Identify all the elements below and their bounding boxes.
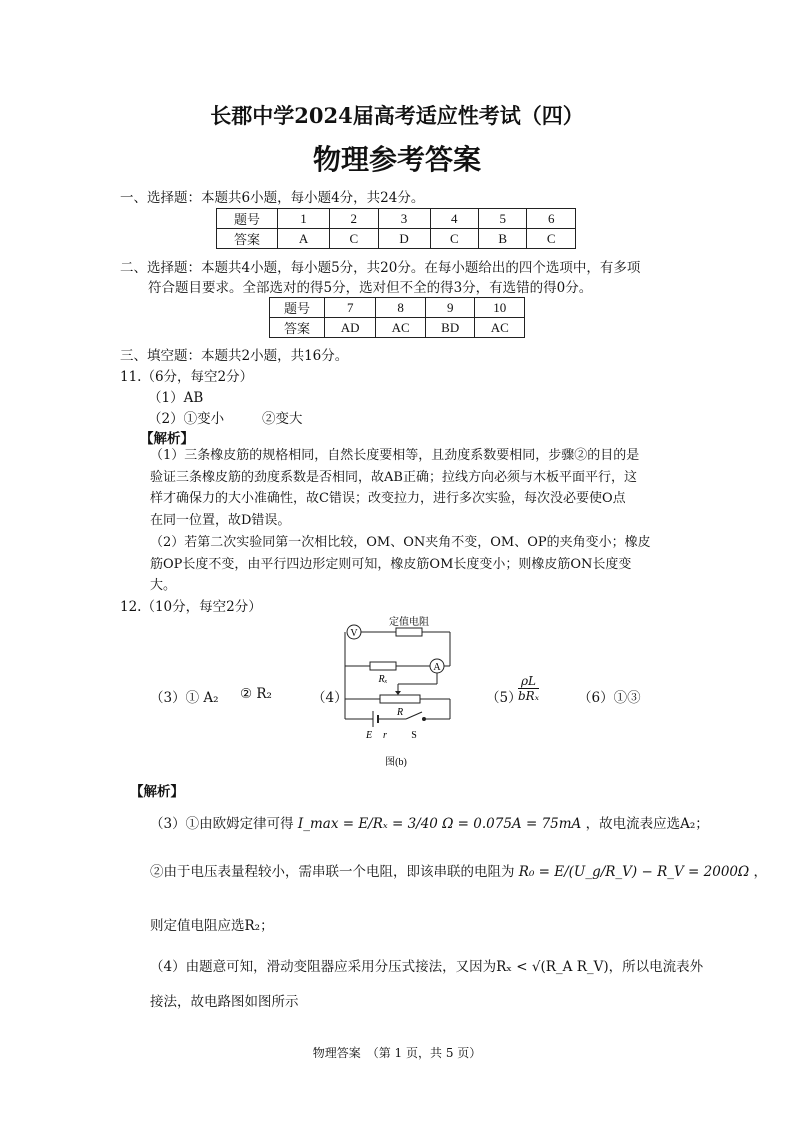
paragraph-line: （1）三条橡皮筋的规格相同，自然长度要相等，且劲度系数要相同，步骤②的目的是	[150, 448, 640, 463]
exam-title: 长郡中学2024届高考适应性考试（四）	[210, 103, 584, 128]
q11-label: 11.（6分，每空2分）	[120, 369, 254, 385]
table-cell: 答案	[270, 318, 325, 338]
circuit-diagram	[338, 612, 463, 772]
table-row	[217, 209, 576, 229]
table-cell: C	[430, 229, 478, 249]
table-cell: 7	[325, 298, 376, 318]
table-cell: AD	[325, 318, 376, 338]
q12-answer4-label: （4）	[312, 690, 348, 706]
emf-label: E	[365, 730, 373, 741]
table-cell: 10	[475, 298, 525, 318]
q12-answer6: （6）①③	[578, 690, 641, 706]
table-cell: 题号	[217, 209, 278, 229]
q11-answer2b: ②变大	[262, 411, 303, 427]
q11-analysis-part1	[150, 445, 680, 531]
ammeter-label: A	[433, 662, 441, 673]
internal-resistance-label: r	[383, 730, 387, 741]
text-segment: ②由于电压表量程较小，需串联一个电阻，即该串联的电阻为	[150, 864, 515, 880]
table-cell: 1	[278, 209, 330, 229]
slider-arrow-icon	[395, 691, 401, 695]
table-cell: AC	[475, 318, 525, 338]
text-segment: （3）①由欧姆定律可得	[150, 816, 294, 832]
rheostat-label: R	[396, 707, 404, 718]
table-row	[270, 298, 525, 318]
text-segment: ，故电流表应选A₂；	[585, 816, 709, 832]
figure-caption: 图(b)	[385, 757, 407, 768]
section1-heading: 一、选择题：本题共6小题，每小题4分，共24分。	[120, 190, 425, 206]
q11-analysis-heading: 【解析】	[140, 431, 194, 447]
paragraph-line: 样才确保力的大小准确性，故C错误；改变拉力，进行多次实验，每次没必要使O点	[150, 491, 626, 506]
table-cell: C	[527, 229, 576, 249]
q12-label: 12.（10分，每空2分）	[120, 599, 262, 615]
table-cell: 4	[430, 209, 478, 229]
q11-answer2a: （2）①变小	[148, 411, 225, 427]
page-footer: 物理答案 （第 1 页，共 5 页）	[312, 1046, 482, 1060]
paragraph-line: 验证三条橡皮筋的劲度系数是否相同，故AB正确；拉线方向必须与木板平面平行，这	[150, 469, 637, 485]
table-cell: 9	[425, 298, 475, 318]
equation: R₀ = E/(U_g/R_V) − R_V = 2000Ω	[518, 864, 750, 880]
table-cell: AC	[376, 318, 426, 338]
table-cell: 6	[527, 209, 576, 229]
q12-analysis-line2	[150, 860, 767, 880]
q12-answer3a: （3）① A₂	[150, 690, 219, 706]
table-cell: 5	[479, 209, 527, 229]
voltmeter-label: V	[350, 628, 358, 639]
table-row	[217, 229, 576, 249]
q12-analysis-line1	[150, 812, 709, 832]
equation: I_max = E/Rₓ = 3/40 Ω = 0.075A = 75mA	[297, 816, 582, 832]
q12-analysis-line4a: （4）由题意可知，滑动变阻器应采用分压式接法，又因为Rₓ < √(R_A R_V)，所以电流表外	[150, 959, 704, 975]
q12-answer3b: ② R₂	[240, 686, 272, 702]
section3-heading: 三、填空题：本题共2小题，共16分。	[120, 348, 349, 364]
rx-label: Rₓ	[378, 674, 388, 685]
paragraph-line: 筋OP长度不变，由平行四边形定则可知，橡皮筋OM长度变小；则橡皮筋ON长度变	[150, 556, 632, 572]
q11-analysis-part2	[150, 532, 680, 597]
answer-key-title: 物理参考答案	[312, 143, 481, 176]
section2-heading-line2: 符合题目要求。全部选对的得5分，选对但不全的得3分，有选错的得0分。	[148, 280, 593, 296]
q12-analysis-line3: 则定值电阻应选R₂；	[150, 918, 274, 934]
table-cell: 2	[330, 209, 378, 229]
section2-answer-table	[269, 297, 525, 338]
table-cell: 答案	[217, 229, 278, 249]
table-cell: A	[278, 229, 330, 249]
table-cell: B	[479, 229, 527, 249]
section2-heading-line1: 二、选择题：本题共4小题，每小题5分，共20分。在每小题给出的四个选项中，有多项	[120, 260, 641, 276]
paragraph-line: 在同一位置，故D错误。	[150, 512, 291, 528]
fraction-denominator: bRₓ	[518, 689, 539, 703]
table-cell: 题号	[270, 298, 325, 318]
table-cell: C	[330, 229, 378, 249]
paragraph-line: （2）若第二次实验同第一次相比较，OM、ON夹角不变，OM、OP的夹角变小；橡皮	[150, 535, 651, 550]
q11-answer1: （1）AB	[148, 390, 204, 406]
table-cell: 3	[378, 209, 430, 229]
switch-label: S	[411, 730, 417, 741]
table-row	[270, 318, 525, 338]
q12-answer5-label: （5）	[486, 690, 522, 706]
q12-answer5-fraction	[518, 674, 539, 703]
table-cell: 8	[376, 298, 426, 318]
table-cell: D	[378, 229, 430, 249]
paragraph-line: 大。	[150, 578, 177, 593]
text-segment: ，	[753, 864, 767, 880]
q12-analysis-line4b: 接法，故电路图如图所示	[150, 994, 299, 1010]
fixed-resistor-label: 定值电阻	[389, 617, 429, 628]
section1-answer-table	[216, 208, 576, 249]
q12-analysis-heading: 【解析】	[130, 784, 184, 800]
table-cell: BD	[425, 318, 475, 338]
fraction-numerator: ρL	[518, 674, 539, 689]
